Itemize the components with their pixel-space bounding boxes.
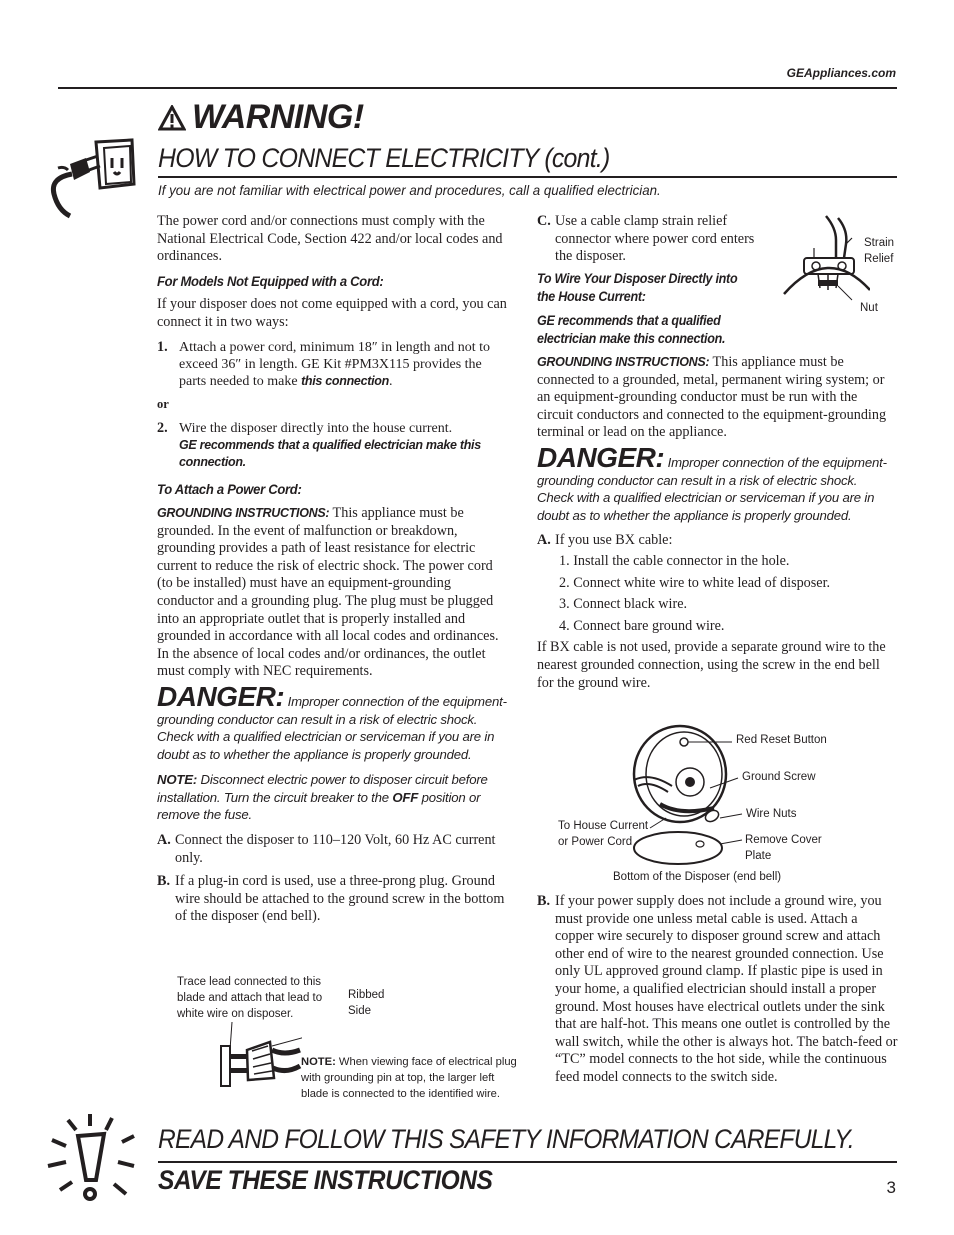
fig-house-label: To House Current or Power Cord [558, 820, 649, 848]
right-column-top [537, 213, 767, 354]
ground-step-b-letter: B. [537, 893, 551, 909]
step-a [157, 832, 511, 867]
footer-save-heading: SAVE THESE INSTRUCTIONS [158, 1165, 493, 1195]
note-text-a: Disconnect electric power to disposer circuit before installation. Turn the circuit breaker to the [157, 772, 488, 805]
right-column-bottom [537, 893, 899, 1093]
step-c [537, 213, 767, 266]
no-cord-heading: For Models Not Equipped with a Cord: [157, 272, 384, 289]
step-a-letter: A. [157, 832, 171, 849]
option-2-number: 2. [157, 419, 168, 436]
bx-step: 2. Connect white wire to white lead of disposer. [559, 574, 831, 591]
step-c-letter: C. [537, 213, 551, 229]
option-1 [157, 339, 511, 391]
fig-plug-note [301, 1054, 521, 1102]
note-label: NOTE: [157, 772, 198, 788]
grounding-text: This appliance must be grounded. In the event of malfunction or breakdown, grounding provides a path of least resistance for electric current to reduce the risk of electric shock. The power cord (to be installed) must have an equipment-grounding conductor and a grounding plug. The plug must be plugged into an appropriate outlet that is properly installed and grounded in accordance with all local codes and ordinances. In the absence of local codes and/or ordinances, the outlet must comply with NEC requirements. [157, 504, 499, 680]
strain-relief-illustration [780, 214, 870, 310]
option-1-number: 1. [157, 338, 168, 355]
fig-ground-label: Ground Screw [742, 771, 816, 783]
header-rule [58, 87, 897, 89]
attach-cord-heading: To Attach a Power Cord: [157, 481, 302, 498]
danger-text: Improper connection of the equipment-grounding conductor can result in a risk of electric shock. Check with a qualified electrician or serviceman if you are in doubt as to whether the appliance is properly grounded. [157, 693, 507, 762]
footer-read-heading: READ AND FOLLOW THIS SAFETY INFORMATION CAREFULLY. [158, 1124, 854, 1154]
fig-trace-label: Trace lead connected to this blade and attach that lead to white wire on disposer. [177, 976, 323, 1020]
fig-plug-note-text: When viewing face of electrical plug with grounding pin at top, the larger left blade is connected to the identified wire. [301, 1056, 517, 1100]
two-ways-paragraph: If your disposer does not come equipped with a cord, you can connect it in two ways: [157, 296, 507, 330]
option-2 [157, 420, 511, 472]
section-subtitle: HOW TO CONNECT ELECTRICITY (cont.) [158, 143, 610, 173]
bx-step: 1. Install the cable connector in the hole. [559, 552, 790, 569]
electrical-outlet-icon [40, 138, 140, 222]
fig-cover-label: Remove Cover Plate [745, 834, 822, 862]
site-url: GEAppliances.com [786, 66, 896, 80]
option-2-emphasis: GE recommends that a qualified electrician make this connection. [179, 437, 481, 470]
step-b-text: If a plug-in cord is used, use a three-prong plug. Ground wire should be attached to the ground screw in the bottom of the disposer (end bell). [175, 873, 505, 925]
or-separator: or [157, 397, 169, 412]
intro-text: If you are not familiar with electrical power and procedures, call a qualified electrician. [158, 182, 661, 198]
note-disconnect [157, 771, 511, 824]
fig-plug-note-label: NOTE: [301, 1056, 336, 1068]
bx-step-a [537, 532, 897, 550]
bx-step: 4. Connect bare ground wire. [559, 617, 725, 634]
three-prong-plug-illustration [212, 1020, 302, 1090]
exclamation-alert-icon [38, 1110, 138, 1210]
direct-wire-heading: To Wire Your Disposer Directly into the House Current: [537, 270, 738, 304]
bx-step: 3. Connect black wire. [559, 596, 688, 613]
ge-recommend-text: GE recommends that a qualified electrician make this connection. [537, 312, 726, 346]
note-off: OFF [392, 789, 419, 805]
warning-triangle-icon [158, 105, 186, 131]
right-danger-warning [537, 441, 897, 524]
bx-steps-list [537, 553, 897, 635]
option-1-emphasis: this connection [301, 373, 389, 388]
fig-reset-label: Red Reset Button [736, 734, 827, 746]
fig-wirenuts-label: Wire Nuts [746, 808, 797, 820]
fig-ribbed-label: Ribbed Side [348, 989, 385, 1017]
right-grounding-paragraph [537, 354, 897, 442]
grounding-label: GROUNDING INSTRUCTIONS: [157, 505, 330, 520]
footer-rule [158, 1161, 897, 1163]
right-grounding-text: This appliance must be connected to a grounded, metal, permanent wiring system; or an equipment-grounding conductor must be run with the circuit conductors and connected to the equipment-grounding terminal or lead on the appliance. [537, 354, 887, 441]
warning-title-text: WARNING! [192, 98, 364, 136]
option-1-text: Attach a power cord, minimum 18″ in length and not to exceed 36″ in length. GE Kit #PM3X115 provides the parts needed to make [179, 339, 491, 389]
no-bx-paragraph: If BX cable is not used, provide a separate ground wire to the nearest grounded connection, using the screw in the end bell for the ground wire. [537, 639, 886, 691]
step-a-text: Connect the disposer to 110–120 Volt, 60 Hz AC current only. [175, 832, 496, 866]
option-2-text: Wire the disposer directly into the house current. [179, 420, 453, 436]
warning-title [158, 98, 364, 137]
grounding-paragraph [157, 505, 511, 681]
page-number: 3 [886, 1178, 896, 1197]
step-c-text: Use a cable clamp strain relief connector where power cord enters the disposer. [555, 213, 755, 265]
bx-step-a-letter: A. [537, 532, 551, 549]
danger-warning [157, 680, 511, 763]
subtitle-rule [158, 176, 897, 178]
fig-strain-label: Strain Relief [864, 237, 895, 265]
bx-step-a-text: If you use BX cable: [555, 532, 673, 549]
note-text-b: position or remove the fuse. [157, 789, 481, 823]
right-danger-label: DANGER: [537, 441, 665, 473]
step-b [157, 873, 511, 926]
option-1-end: . [388, 373, 393, 389]
left-column [157, 213, 511, 932]
right-grounding-label: GROUNDING INSTRUCTIONS: [537, 355, 710, 369]
ground-step-b-text: If your power supply does not include a ground wire, you must provide one unless metal cable is used. Attach a copper wire securely to disposer ground screw and attach other end of wire to the nearest grounded connection. Use only UL approved ground clamp. If plastic pipe is used in your home, a qualified electrician should install a proper ground. Most houses have electrical outlets under the sink that are half-hot. This means one outlet is controlled by the wall switch, while the other is always hot. The batch-feed or “TC” model connects to the hot side, while the continuous feed model connects to the switch side. [555, 893, 898, 1085]
right-column [537, 354, 897, 699]
fig-caption: Bottom of the Disposer (end bell) [613, 871, 782, 883]
danger-label: DANGER: [157, 680, 285, 712]
right-danger-text: Improper connection of the equipment-grounding conductor can result in a risk of electric shock. Check with a qualified electrician or serviceman if you are in doubt as to whether the appliance is properly grounded. [537, 454, 887, 523]
fig-nut-label: Nut [860, 302, 878, 314]
code-compliance-paragraph: The power cord and/or connections must comply with the National Electrical Code, Section 422 and/or local codes and ordinances. [157, 213, 503, 265]
ground-step-b [537, 893, 899, 1087]
step-b-letter: B. [157, 873, 171, 890]
